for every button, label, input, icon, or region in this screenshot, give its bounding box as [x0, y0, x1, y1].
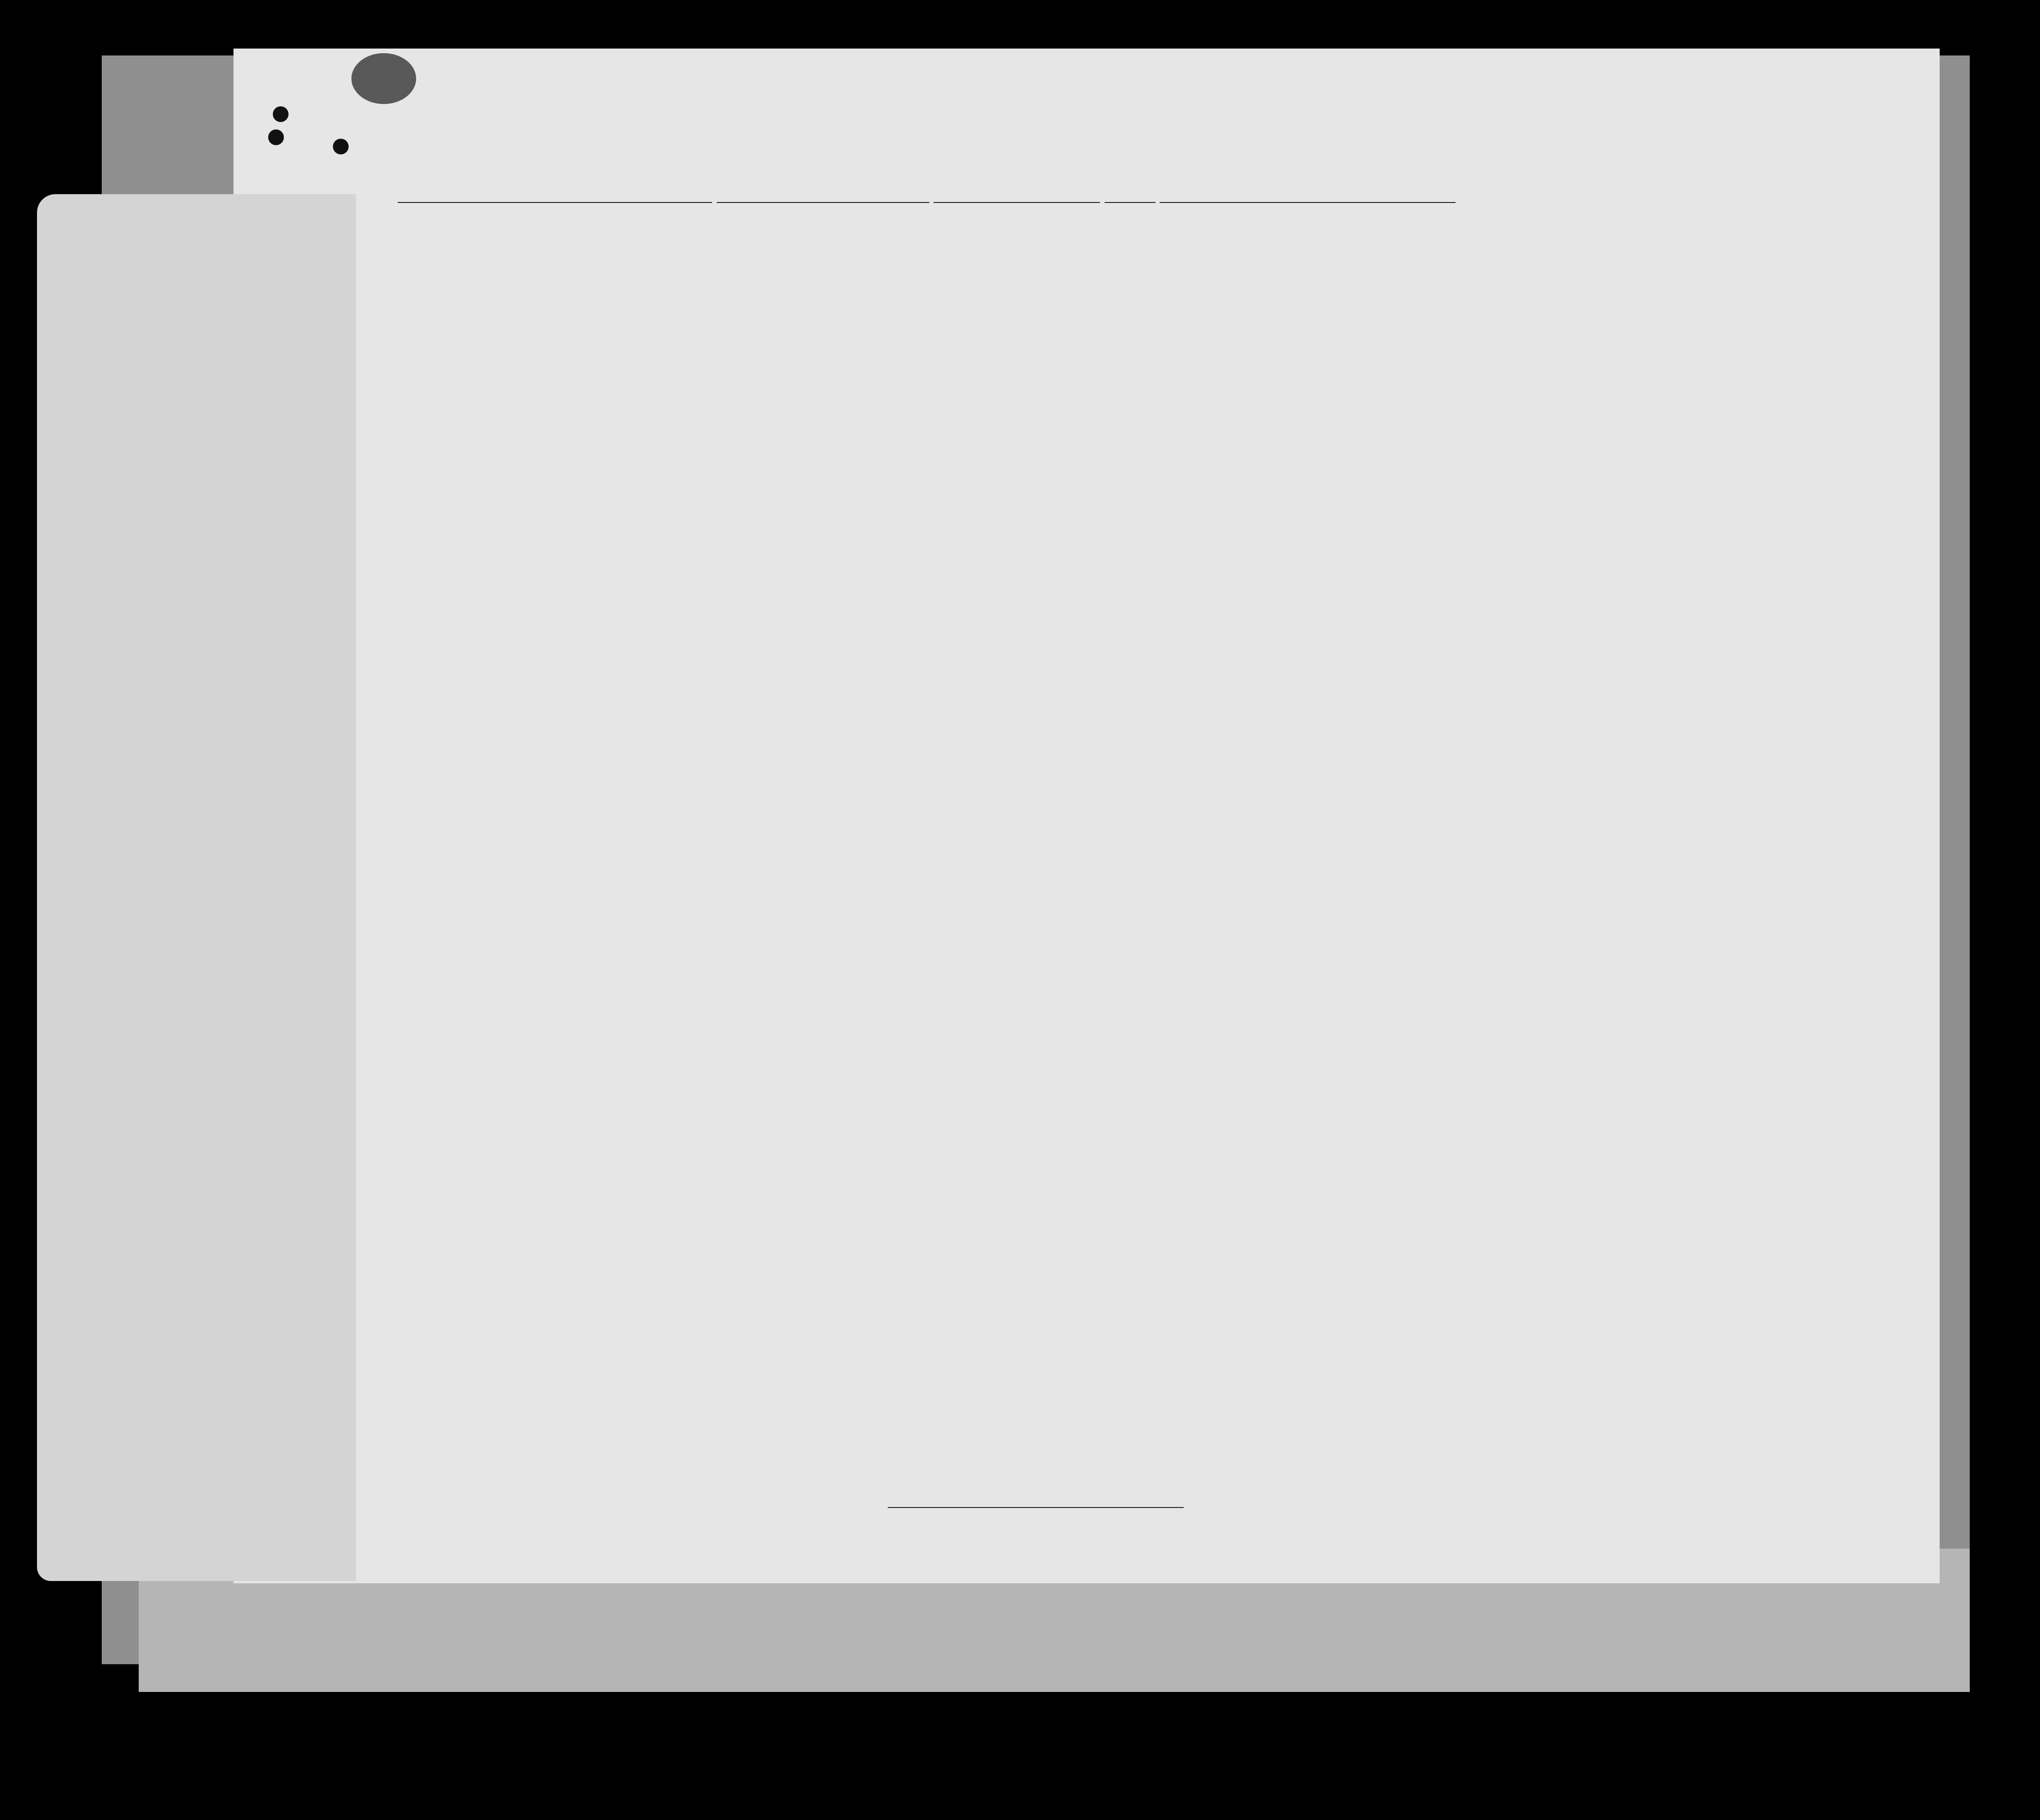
binder-hole [333, 139, 349, 154]
arrival-port [717, 202, 929, 203]
binder-hole [268, 129, 284, 145]
vessel-name [398, 202, 712, 203]
inspector-label [888, 1507, 1184, 1510]
voyage-line [398, 187, 1877, 208]
department-seal [351, 53, 416, 104]
discharged-seamen-slip [37, 194, 356, 1581]
arrival-date [934, 202, 1100, 203]
manifest-sheet [233, 49, 1940, 1583]
binder-hole [273, 106, 289, 122]
arrival-year [1105, 202, 1155, 203]
departure-port [1160, 202, 1456, 203]
